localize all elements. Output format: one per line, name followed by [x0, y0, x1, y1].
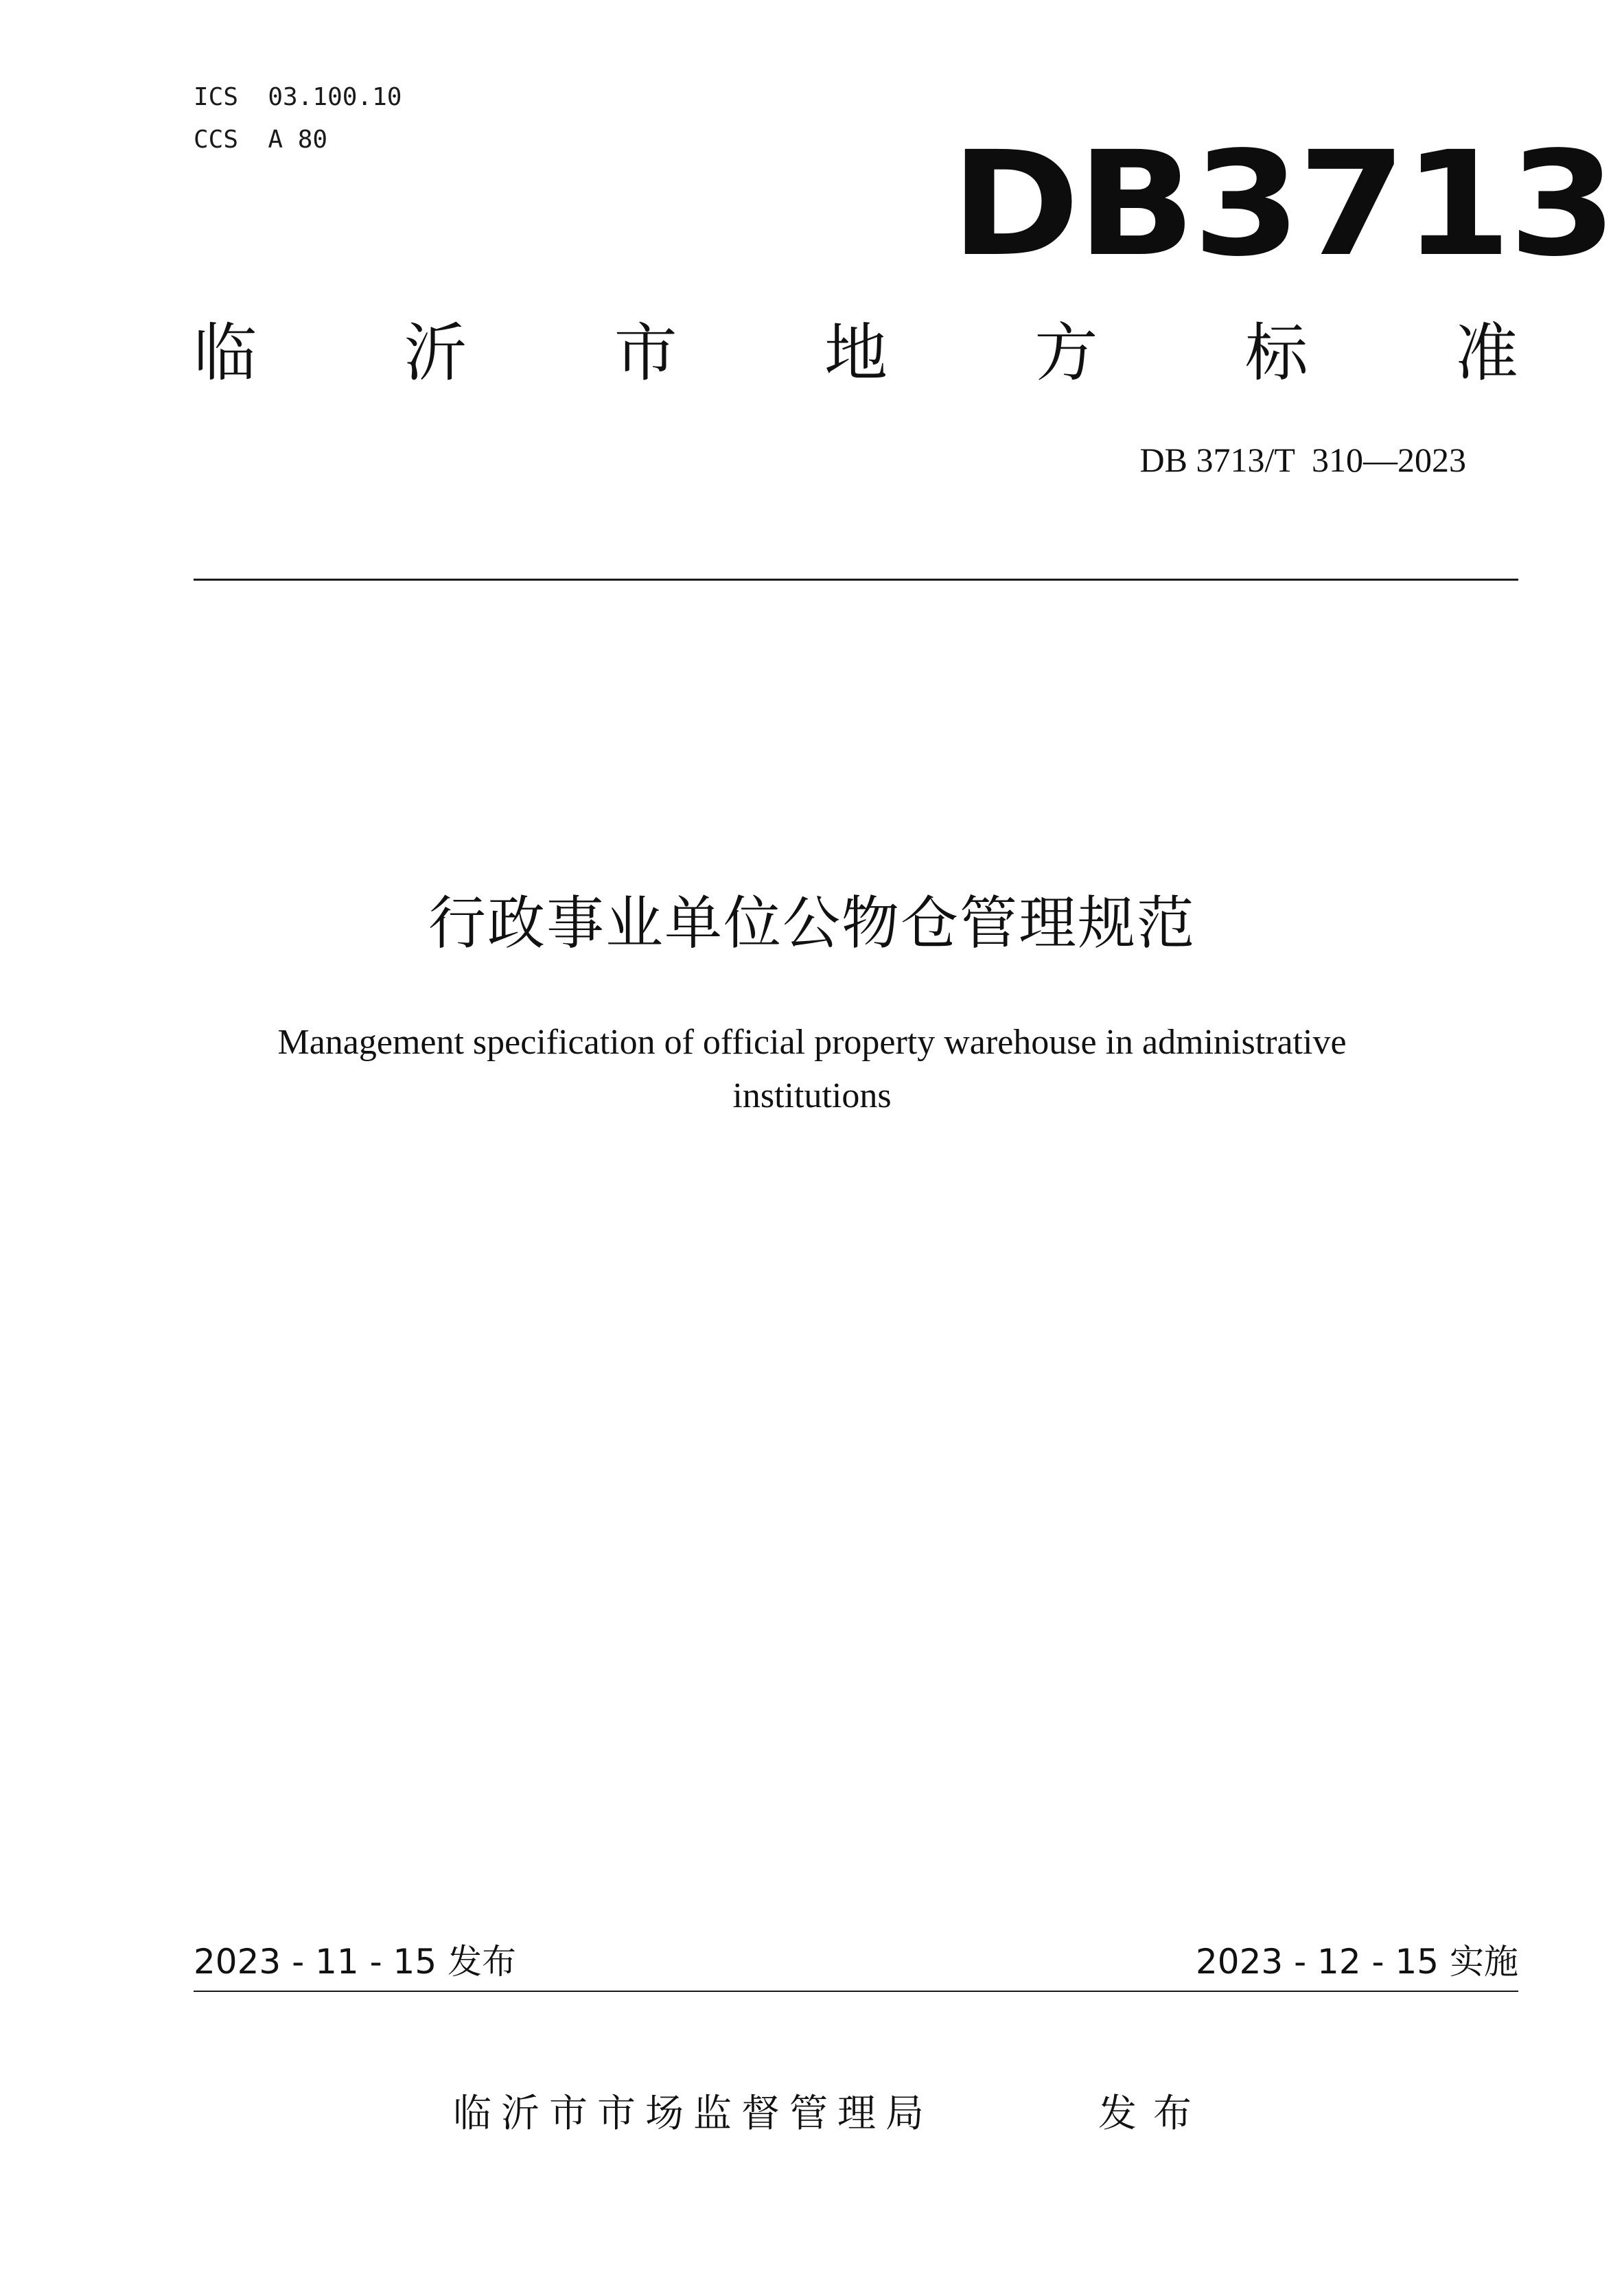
standard-number: DB 3713/T 310—2023	[1139, 441, 1466, 479]
standard-type-char: 标	[1244, 316, 1308, 390]
standard-type-char: 市	[614, 316, 677, 390]
standard-type-char: 方	[1034, 316, 1098, 390]
document-title-chinese: 行政事业单位公物仓管理规范	[428, 890, 1196, 957]
publish-label: 发布	[1098, 2091, 1208, 2136]
standard-type-char: 沂	[404, 316, 467, 390]
publisher-name: 临沂市市场监督管理局	[453, 2091, 933, 2136]
issue-date: 2023 - 11 - 15 发布	[194, 1942, 517, 1982]
header-divider	[194, 579, 1518, 581]
implementation-date: 2023 - 12 - 15 实施	[1195, 1942, 1518, 1982]
standard-logo-mark: DB3713	[951, 120, 1614, 288]
footer-divider	[194, 1991, 1518, 1992]
standard-type-char: 地	[824, 316, 888, 390]
ccs-code: CCS A 80	[194, 126, 328, 154]
ics-code: ICS 03.100.10	[194, 83, 402, 111]
standard-type-heading	[194, 312, 1518, 395]
standard-type-char: 临	[194, 316, 257, 390]
document-title-english: Management specification of official property warehouse in administrative institutions	[277, 1023, 1347, 1115]
standard-type-char: 准	[1454, 316, 1518, 390]
